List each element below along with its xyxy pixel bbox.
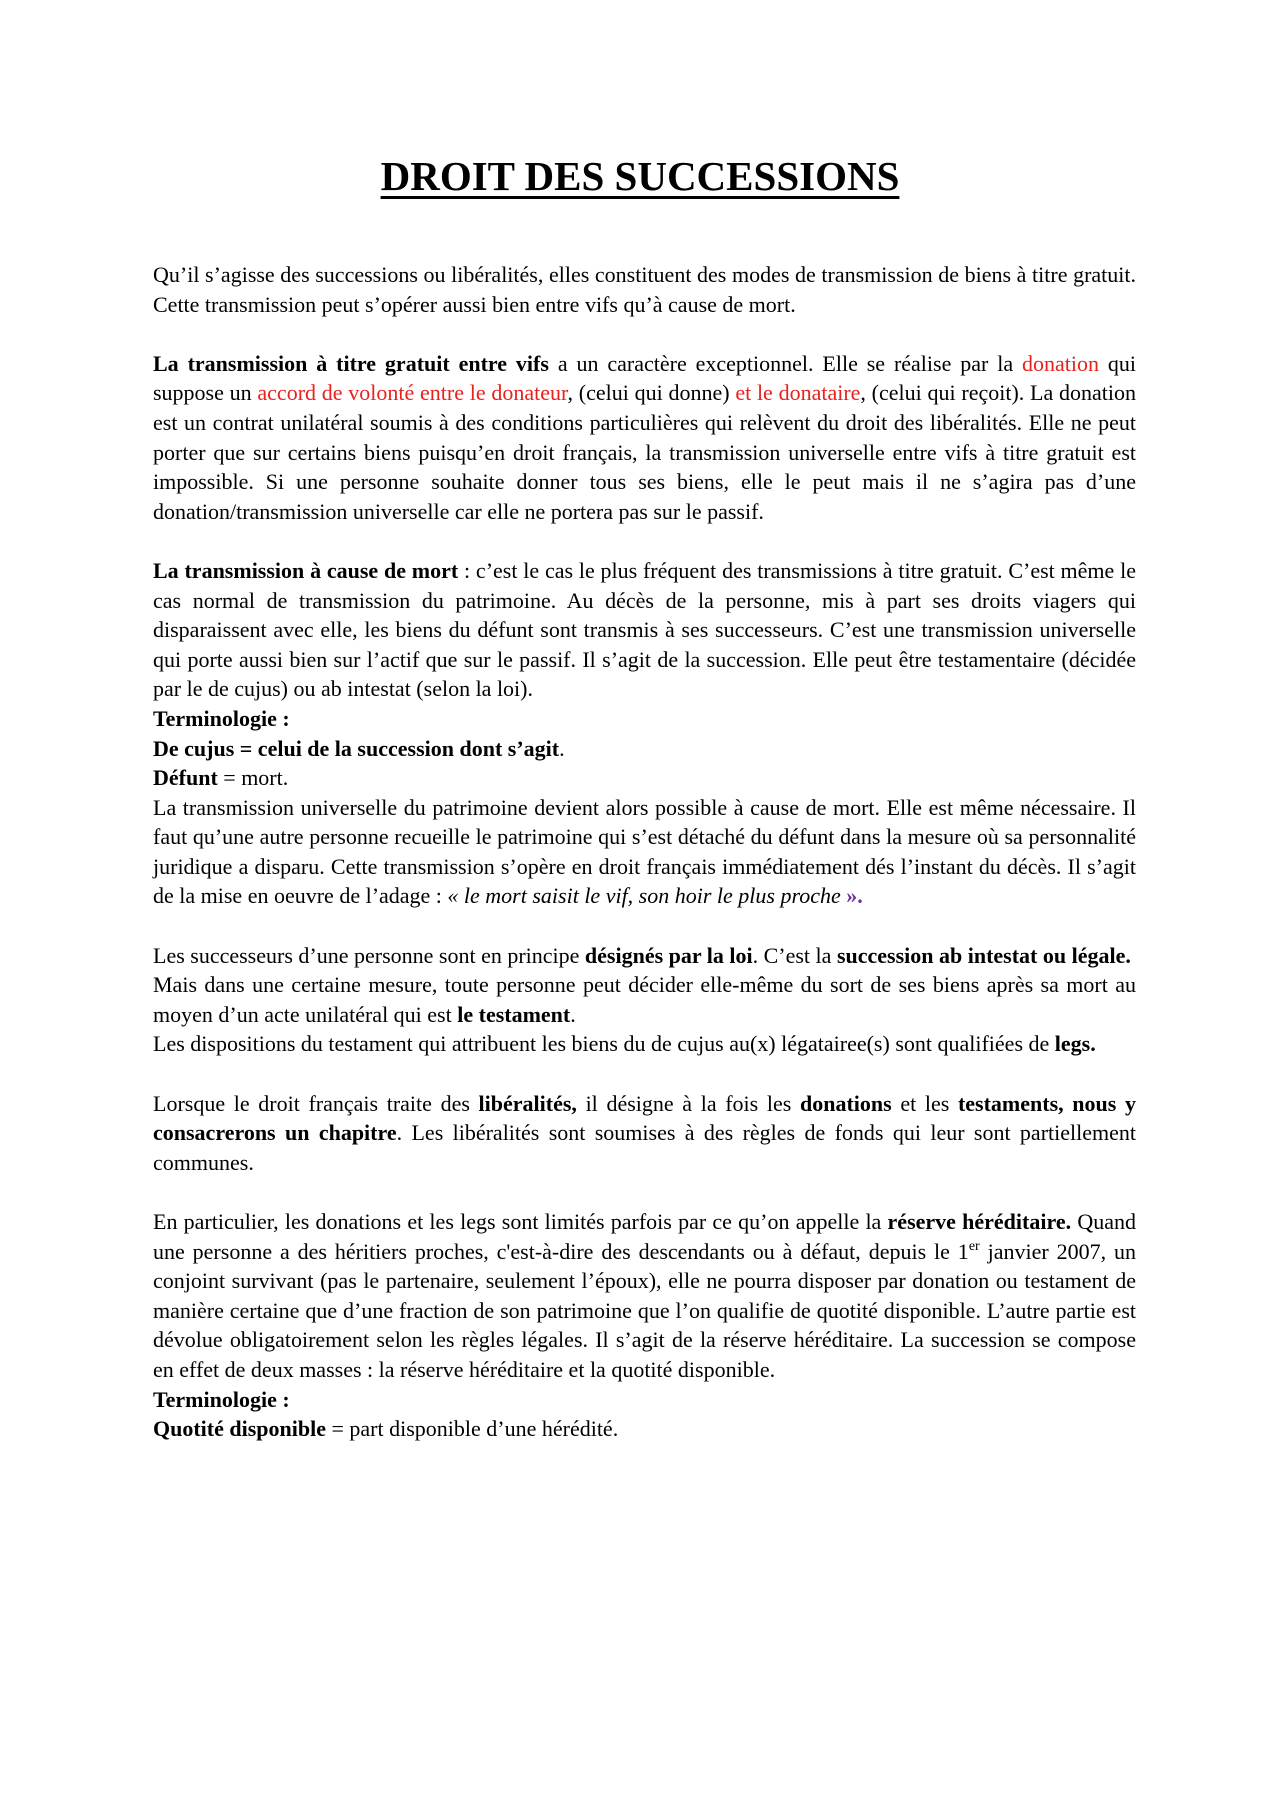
highlight-donataire: et le donataire — [735, 380, 861, 406]
paragraph-reserve: En particulier, les donations et les legs sont limités parfois par ce qu’on appelle la réserve héréditaire. Quand une personne a des héritiers proches, c'est-à-dire des descendants ou à défaut, depuis le 1er janvier 2007, un conjoint survivant (pas le partenaire, seulement l’époux), elle ne pourra disposer par donation ou testament de manière certaine que d’une fraction de son patrimoine que l’on qualifie de quotité disponible. L’autre partie est dévolue obligatoirement selon les règles légales. Il s’agit de la réserve héréditaire. La succession se compose en effet de deux masses : la réserve héréditaire et la quotité disponible. — [153, 1209, 1136, 1382]
paragraph-transmission-universelle: La transmission universelle du patrimoine devient alors possible à cause de mort. Elle est même nécessaire. Il faut qu’une autre personne recueille le patrimoine qui s’est détaché du défunt dans la mesure où sa personnalité juridique a disparu. Cette transmission s’opère en droit français immédiatement dés l’instant du décès. Il s’agit de la mise en oeuvre de l’adage : « le mort saisit le vif, son hoir le plus proche ». — [153, 794, 1136, 909]
paragraph-entre-vifs: La transmission à titre gratuit entre vifs a un caractère exceptionnel. Elle se réalise par la donation qui suppose un accord de volonté entre le donateur, (celui qui donne) et le donataire, (celui qui reçoit). La donation est un contrat unilatéral soumis à des conditions particulières qui relèvent du droit des libéralités. Elle ne peut porter que sur certains biens puisqu’en droit français, la transmission universelle entre vifs à titre gratuit est impossible. Si une personne souhaite donner tous ses biens, elle le peut mais il ne s’agira pas d’une donation/transmission universelle car elle ne portera pas sur le passif. — [153, 350, 1136, 524]
paragraph-intro: Qu’il s’agisse des successions ou libéralités, elles constituent des modes de transmission de biens à titre gratuit. Cette transmission peut s’opérer aussi bien entre vifs qu’à cause de mort. — [153, 262, 1136, 317]
highlight-accord: accord de volonté entre le donateur — [257, 380, 568, 406]
page-title: DROIT DES SUCCESSIONS — [380, 153, 900, 199]
highlight-donation: donation — [1021, 350, 1099, 376]
adage-quote: « le mort saisit le vif, son hoir le plus proche — [447, 883, 847, 909]
terminology-heading: Terminologie : — [153, 705, 290, 731]
definition-defunt: Défunt = mort. — [153, 765, 289, 791]
heading-entre-vifs: La transmission à titre gratuit entre vifs — [153, 350, 549, 376]
heading-cause-de-mort: La transmission à cause de mort — [153, 557, 459, 583]
definition-quotite: Quotité disponible = part disponible d’une hérédité. — [153, 1416, 619, 1442]
paragraph-legs: Les dispositions du testament qui attribuent les biens du de cujus au(x) légatairee(s) sont qualifiées de legs. — [153, 1031, 1096, 1057]
document-body — [153, 260, 1136, 1444]
terminology-heading-2: Terminologie : — [153, 1386, 290, 1412]
paragraph-liberalites: Lorsque le droit français traite des libéralités, il désigne à la fois les donations et les testaments, nous y consacrerons un chapitre. Les libéralités sont soumises à des règles de fonds qui leur sont partiellement communes. — [153, 1090, 1136, 1175]
paragraph-cause-de-mort: La transmission à cause de mort : c’est le cas le plus fréquent des transmissions à titre gratuit. C’est même le cas normal de transmission du patrimoine. Au décès de la personne, mis à part ses droits viagers qui disparaissent avec elle, les biens du défunt sont transmis à ses successeurs. C’est une transmission universelle qui porte aussi bien sur l’actif que sur le passif. Il s’agit de la succession. Elle peut être testamentaire (décidée par le de cujus) ou ab intestat (selon la loi). — [153, 557, 1136, 702]
definition-de-cujus: De cujus = celui de la succession dont s’agit. — [153, 735, 565, 761]
quote-close: ». — [846, 883, 863, 909]
paragraph-successeurs: Les successeurs d’une personne sont en principe désignés par la loi. C’est la succession ab intestat ou légale. — [153, 942, 1131, 968]
paragraph-testament: Mais dans une certaine mesure, toute personne peut décider elle-même du sort de ses biens après sa mort au moyen d’un acte unilatéral qui est le testament. — [153, 972, 1136, 1027]
